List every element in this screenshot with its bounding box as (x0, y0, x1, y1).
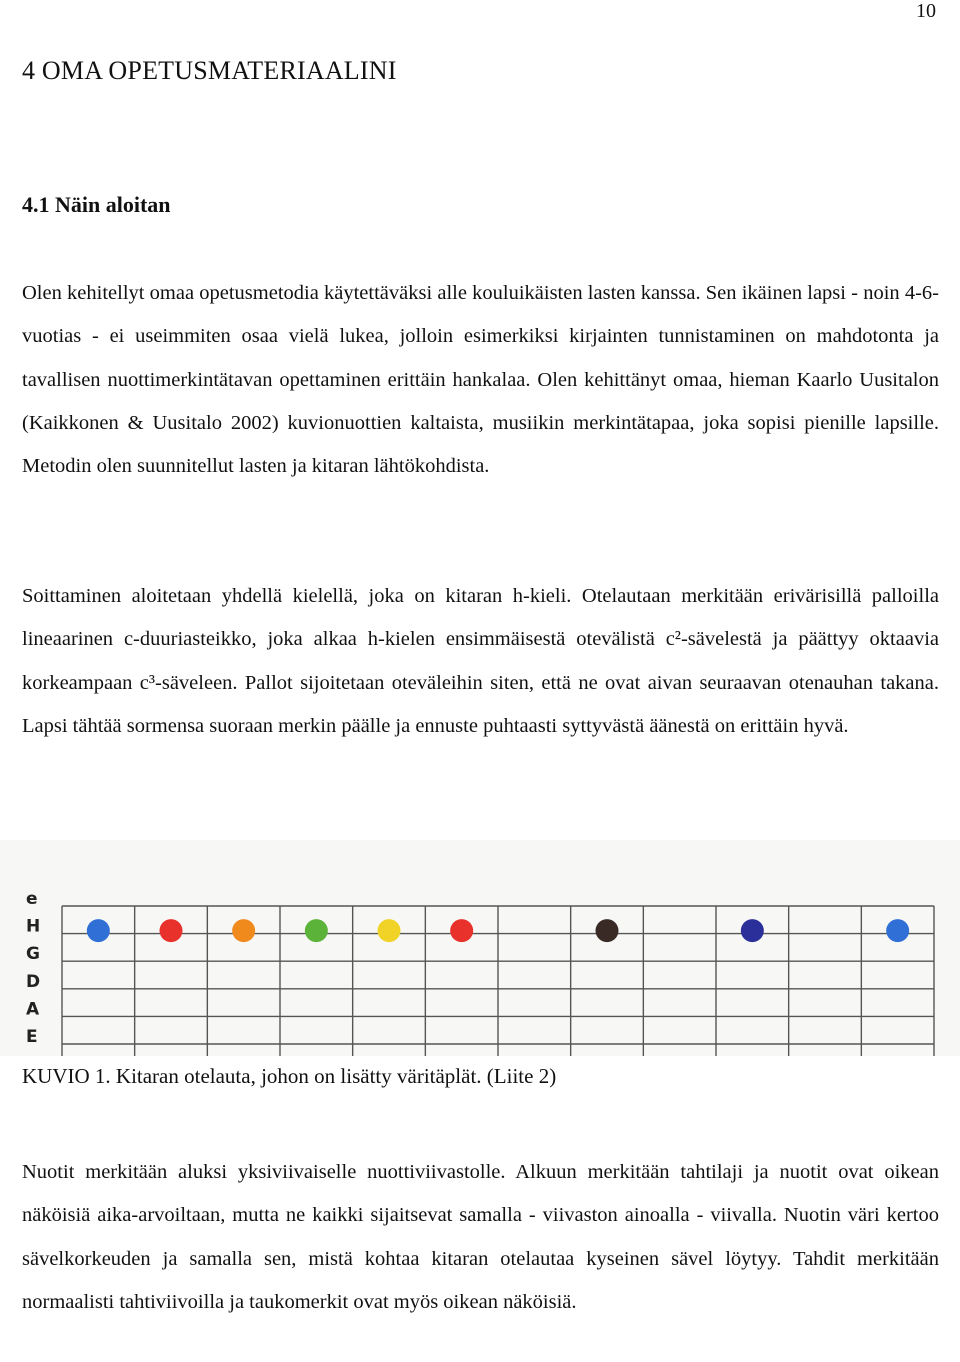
string-labels (26, 889, 40, 1047)
fretboard-frets (62, 906, 934, 1056)
paragraph-method: Soittaminen aloitetaan yhdellä kielellä, joka on kitaran h-kieli. Otelautaan merkitään erivärisillä palloilla lineaarinen c-duuriasteikko, joka alkaa h-kielen ensimmäisestä otevälistä c²-sävelestä ja päättyy oktaavia korkeampaan c³-säveleen. Pallot sijoitetaan oteväleihin siten, että ne ovat aivan seuraavan otenauhan takana. Lapsi tähtää sormensa suoraan merkin päälle ja ennuste puhtaasti syttyvästä äänestä on erittäin hyvä. (22, 585, 939, 737)
fretboard-figure (0, 840, 960, 1056)
string-label: A (26, 999, 40, 1020)
fret-dot (886, 919, 909, 942)
page-number: 10 (916, 0, 936, 22)
fret-dot (305, 919, 328, 942)
fretboard-diagram (0, 840, 960, 1056)
figure-caption: KUVIO 1. Kitaran otelauta, johon on lisätty väritäplät. (Liite 2) (22, 1064, 557, 1088)
fret-dot (232, 919, 255, 942)
fret-dot (450, 919, 473, 942)
fret-dot (596, 919, 619, 942)
fret-dot (87, 919, 110, 942)
fret-dot (160, 919, 183, 942)
paragraph-notation: Nuotit merkitään aluksi yksiviivaiselle nuottiviivastolle. Alkuun merkitään tahtilaji ja nuotit ovat oikean näköisiä aika-arvoiltaan, mutta ne kaikki sijaitsevat samalla - viivaston ainoalla - viivalla. Nuotin väri kertoo sävelkorkeuden ja samalla sen, mistä kohtaa kitaran otelautaa kyseinen sävel löytyy. Tahdit merkitään normaalisti tahtiviivoilla ja taukomerkit ovat myös oikean näköisiä. (22, 1161, 939, 1313)
string-label: G (26, 944, 40, 965)
section-heading: 4.1 Näin aloitan (22, 192, 171, 217)
string-label: e (26, 889, 38, 909)
string-label: H (26, 916, 41, 937)
paragraph-intro: Olen kehitellyt omaa opetusmetodia käytettäväksi alle kouluikäisten lasten kanssa. Sen ikäinen lapsi - noin 4-6-vuotias - ei useimmiten osaa vielä lukea, jolloin esimerkiksi kirjainten tunnistaminen on mahdotonta ja tavallisen nuottimerkintätavan opettaminen erittäin hankalaa. Olen kehittänyt omaa, hieman Kaarlo Uusitalon (Kaikkonen & Uusitalo 2002) kuvionuottien kaltaista, musiikin merkintätapaa, joka sopisi pienille lapsille. Metodin olen suunnitellut lasten ja kitaran lähtökohdista. (22, 282, 939, 478)
fret-dot (378, 919, 401, 942)
chapter-heading: 4 OMA OPETUSMATERIAALINI (22, 56, 397, 85)
string-label: D (26, 971, 41, 992)
fret-dot (741, 919, 764, 942)
string-label: E (26, 1027, 38, 1047)
